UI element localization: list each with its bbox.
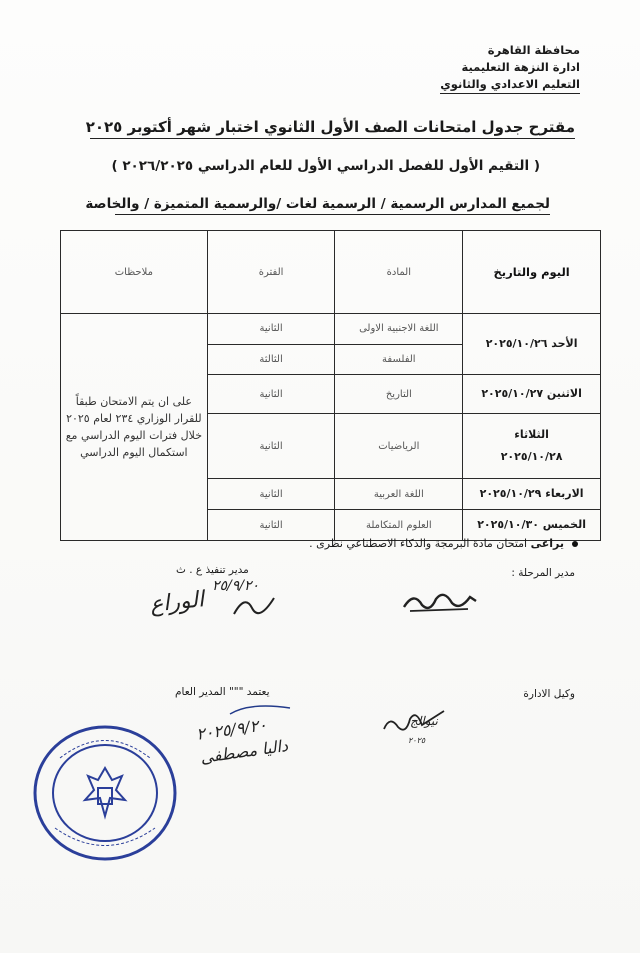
period-cell: الثانية bbox=[207, 414, 335, 479]
day-date: ٢٠٢٥/١٠/٢٨ bbox=[500, 450, 563, 463]
table-header-row bbox=[61, 231, 601, 314]
day-name: الثلاثاء bbox=[514, 428, 549, 441]
document-subtitle: ( التقيم الأول للفصل الدراسي الأول للعام الدراسي ٢٠٢٦/٢٠٢٥ ) bbox=[111, 158, 540, 174]
header-day: اليوم والتاريخ bbox=[463, 231, 601, 314]
day-cell: الخميس ٢٠٢٥/١٠/٣٠ bbox=[463, 510, 601, 541]
eagle-icon bbox=[85, 768, 125, 816]
subject-cell: الرياضيات bbox=[335, 414, 463, 479]
gm-approval-stroke bbox=[160, 700, 300, 770]
exec-signature-stroke bbox=[230, 590, 280, 620]
subject-cell: التاريخ bbox=[335, 375, 463, 414]
admin-deputy-label: وكيل الادارة bbox=[523, 688, 575, 700]
header-block bbox=[320, 42, 580, 94]
notes-cell: على ان يتم الامتحان طبقاً للقرار الوزاري ٢٣٤ لعام ٢٠٢٥ خلال فترات اليوم الدراسي مع استكمال اليوم الدراسي bbox=[61, 314, 208, 541]
footnote bbox=[309, 537, 578, 550]
schools-line: لجميع المدارس الرسمية / الرسمية لغات /والرسمية المتميزة / والخاصة bbox=[115, 196, 550, 215]
subject-cell: اللغة العربية bbox=[335, 479, 463, 510]
admin-deputy-year: ٢٠٢٥ bbox=[408, 736, 426, 745]
subject-cell: العلوم المتكاملة bbox=[335, 510, 463, 541]
governorate: محافظة القاهرة bbox=[487, 43, 580, 57]
education-stage: التعليم الاعدادي والثانوي bbox=[440, 76, 580, 94]
bullet-icon bbox=[572, 541, 578, 547]
header-period: الفترة bbox=[207, 231, 335, 314]
table-row bbox=[61, 314, 601, 345]
subject-cell: اللغة الاجنبية الاولى bbox=[335, 314, 463, 345]
footnote-text: امتحان مادة البرمجة والذكاء الاصطناعي نظرى . bbox=[309, 537, 531, 550]
day-cell: الاثنين ٢٠٢٥/١٠/٢٧ bbox=[463, 375, 601, 414]
header-notes: ملاحظات bbox=[61, 231, 208, 314]
day-cell: الاربعاء ٢٠٢٥/١٠/٢٩ bbox=[463, 479, 601, 510]
footnote-emphasis: يراعى bbox=[530, 537, 564, 550]
general-manager-label: يعتمد """ المدير العام bbox=[175, 686, 270, 698]
day-cell: الأحد ٢٠٢٥/١٠/٢٦ bbox=[463, 314, 601, 375]
period-cell: الثانية bbox=[207, 479, 335, 510]
exec-manager-signature: الوراع bbox=[148, 587, 206, 618]
stage-manager-label: مدير المرحلة : bbox=[511, 567, 575, 579]
exec-manager-label: مدير تنفيذ ع . ث bbox=[176, 564, 249, 576]
exec-manager-date: ٢٥/٩/٢٠ bbox=[212, 578, 260, 594]
period-cell: الثانية bbox=[207, 314, 335, 345]
gm-approval-date: ٢٠٢٥/٩/٢٠ bbox=[195, 715, 268, 744]
document-title: مقترح جدول امتحانات الصف الأول الثانوي اختبار شهر أكتوبر ٢٠٢٥ bbox=[90, 118, 575, 139]
period-cell: الثانية bbox=[207, 510, 335, 541]
exam-schedule-table bbox=[60, 230, 601, 541]
header-subject: المادة bbox=[335, 231, 463, 314]
gm-approval-name: داليا مصطفى bbox=[199, 735, 290, 768]
period-cell: الثانية bbox=[207, 375, 335, 414]
day-cell bbox=[463, 414, 601, 479]
stage-manager-signature bbox=[400, 585, 480, 617]
official-stamp bbox=[30, 718, 180, 868]
period-cell: الثالثة bbox=[207, 344, 335, 375]
subject-cell: الفلسفة bbox=[335, 344, 463, 375]
administration: ادارة النزهة التعليمية bbox=[461, 60, 580, 74]
admin-deputy-signature: نيوالج bbox=[410, 714, 438, 728]
